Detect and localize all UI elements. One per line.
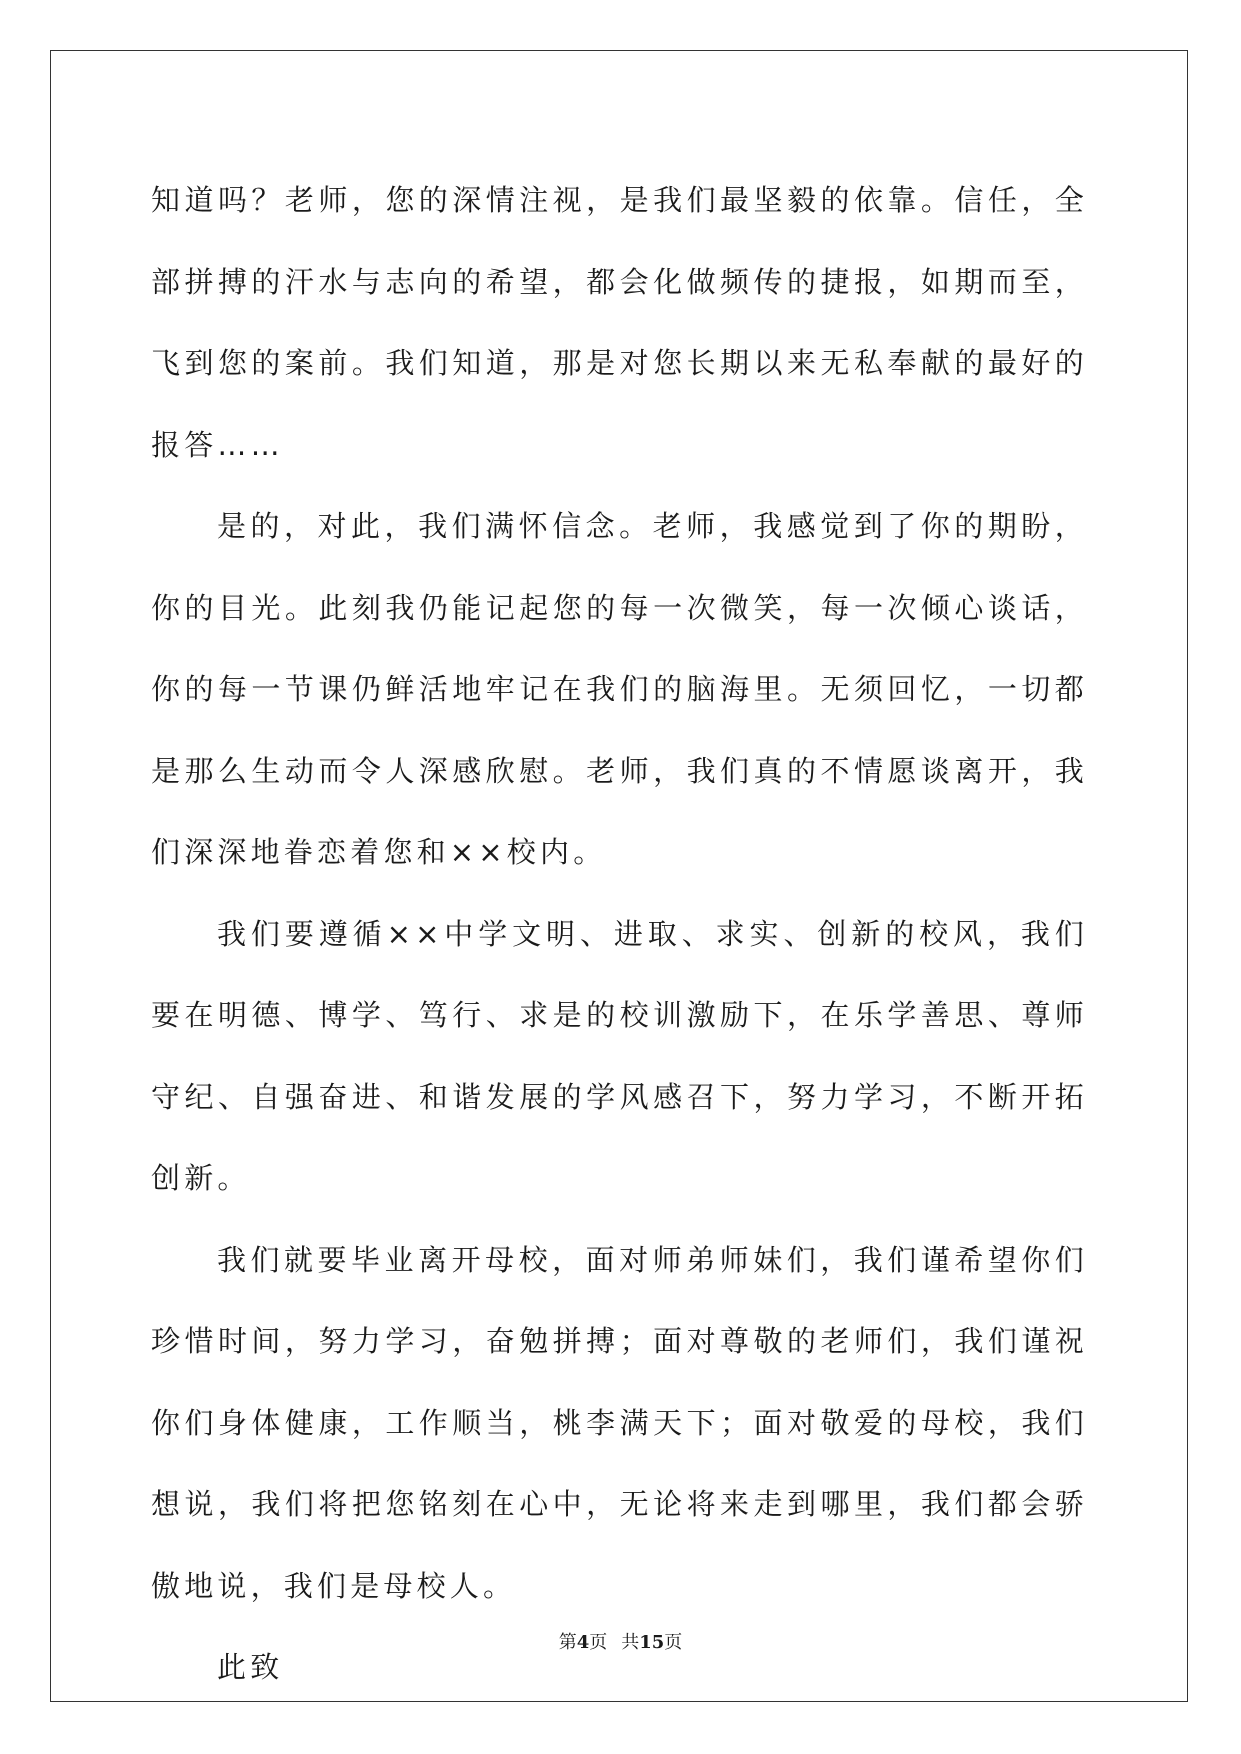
paragraph: 我们要遵循××中学文明、进取、求实、创新的校风，我们要在明德、博学、笃行、求是的校训激励下，在乐学善思、尊师守纪、自强奋进、和谐发展的学风感召下，努力学习，不断开拓创新。 [151, 916, 1088, 1195]
paragraph: 我们就要毕业离开母校，面对师弟师妹们，我们谨希望你们珍惜时间，努力学习，奋勉拼搏；面对尊敬的老师们，我们谨祝你们身体健康，工作顺当，桃李满天下；面对敬爱的母校，我们想说，我们将把您铭刻在心中，无论将来走到哪里，我们都会骄傲地说，我们是母校人。 [151, 1242, 1088, 1603]
paragraph: 知道吗？老师，您的深情注视，是我们最坚毅的依靠。信任，全部拼搏的汗水与志向的希望，都会化做频传的捷报，如期而至，飞到您的案前。我们知道，那是对您长期以来无私奉献的最好的报答…… [151, 183, 1088, 462]
total-suffix: 页 [664, 1632, 683, 1653]
total-pages: 15 [639, 1632, 665, 1653]
page-number: 4 [576, 1632, 590, 1653]
page-prefix: 第 [558, 1632, 577, 1653]
total-prefix: 共 [621, 1632, 640, 1653]
page-suffix: 页 [589, 1632, 608, 1653]
paragraph: 是的，对此，我们满怀信念。老师，我感觉到了你的期盼，你的目光。此刻我仍能记起您的每一次微笑，每一次倾心谈话，你的每一节课仍鲜活地牢记在我们的脑海里。无须回忆，一切都是那么生动而令人深感欣慰。老师，我们真的不情愿谈离开，我们深深地眷恋着您和××校内。 [151, 509, 1088, 869]
page-footer [0, 1628, 1241, 1654]
document-body [151, 160, 1088, 1709]
closing-salutation: 此致 [217, 1650, 284, 1684]
